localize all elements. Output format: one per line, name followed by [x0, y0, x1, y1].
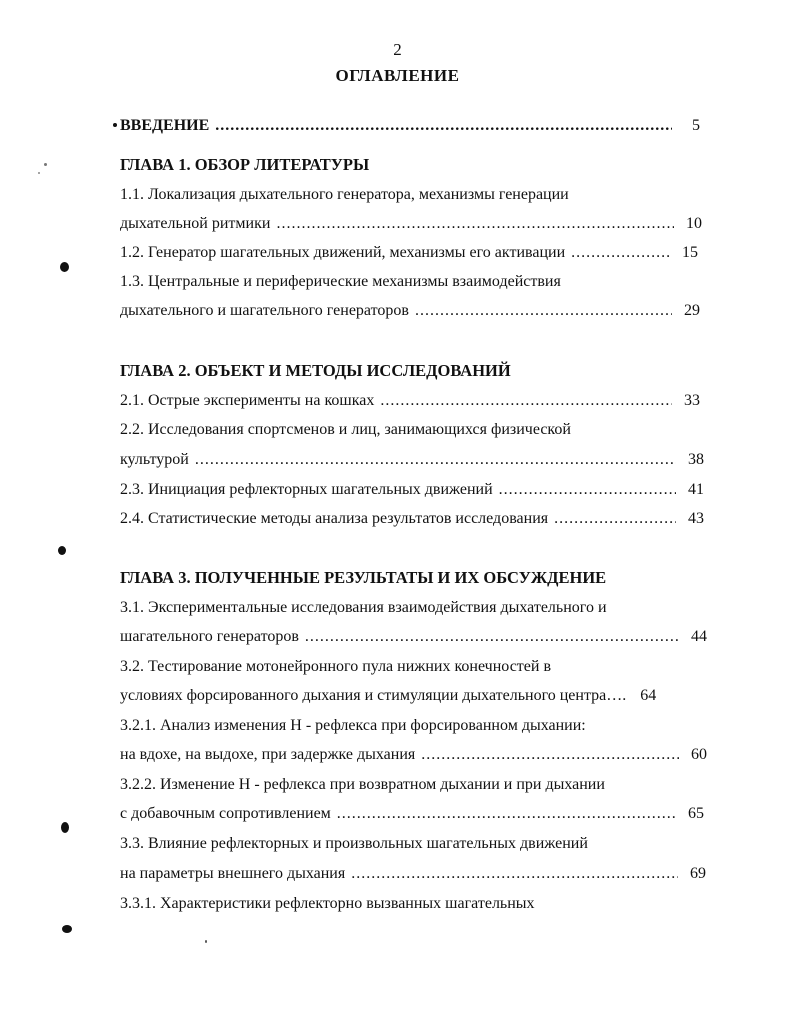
- toc-entry-text: 1.2. Генератор шагательных движений, механизмы его активации: [120, 244, 566, 261]
- scan-speck: [113, 123, 117, 127]
- dot-leader: [276, 214, 674, 234]
- toc-entry-text: ВВЕДЕНИЕ: [120, 117, 210, 134]
- toc-entry-text: с добавочным сопротивлением: [120, 805, 331, 822]
- toc-entry-text: на вдохе, на выдохе, при задержке дыхания: [120, 746, 416, 763]
- page-title: ОГЛАВЛЕНИЕ: [335, 66, 460, 85]
- toc-entry-1-2: [120, 243, 698, 263]
- toc-entry-3-2: [120, 686, 707, 706]
- toc-entry-text: 2.3. Инициация рефлекторных шагательных движений: [120, 481, 493, 498]
- dot-leader: [554, 509, 676, 529]
- scan-speck: [61, 822, 69, 833]
- toc-entry-text: 3.3.1. Характеристики рефлекторно вызванных шагательных: [120, 895, 535, 912]
- toc-entry-3-1: [120, 627, 707, 647]
- toc-entry-1-3: [120, 301, 700, 321]
- scan-speck: [205, 940, 207, 943]
- chapter-1-heading: ГЛАВА 1. ОБЗОР ЛИТЕРАТУРЫ: [120, 155, 370, 174]
- scan-speck: [44, 163, 47, 166]
- toc-page-number: 69: [690, 865, 706, 882]
- toc-entry-text: дыхательной ритмики: [120, 215, 271, 232]
- toc-page-number: 65: [688, 805, 704, 822]
- dot-leader: [351, 864, 678, 884]
- toc-entry-text: 3.2. Тестирование мотонейронного пула нижних конечностей в: [120, 658, 551, 675]
- toc-page-number: 15: [682, 244, 698, 261]
- page-number: 2: [393, 40, 402, 59]
- toc-entry-text: на параметры внешнего дыхания: [120, 865, 346, 882]
- toc-page-number: 64: [640, 687, 657, 704]
- toc-page-number: 43: [688, 510, 704, 527]
- toc-entry-2-4: [120, 509, 704, 529]
- toc-entry-2-3: [120, 480, 704, 500]
- scan-speck: [58, 546, 66, 555]
- toc-entry-text: культурой: [120, 451, 189, 468]
- toc-entry-text: 2.2. Исследования спортсменов и лиц, занимающихся физической: [120, 421, 571, 438]
- toc-entry-text: 2.1. Острые эксперименты на кошках: [120, 392, 375, 409]
- toc-entry-text: 1.1. Локализация дыхательного генератора, механизмы генерации: [120, 186, 569, 203]
- dot-leader: [499, 480, 676, 500]
- toc-page-number: 44: [691, 628, 707, 645]
- toc-entry-3-2-2: [120, 804, 704, 824]
- dot-leader: [421, 745, 679, 765]
- toc-entry-text: дыхательного и шагательного генераторов: [120, 302, 409, 319]
- toc-page-number: 5: [692, 117, 700, 134]
- toc-entry-2-1: [120, 391, 700, 411]
- toc-entry-text: 1.3. Центральные и периферические механизмы взаимодействия: [120, 273, 561, 290]
- toc-entry-text: 3.2.1. Анализ изменения Н - рефлекса при форсированном дыхании:: [120, 717, 586, 734]
- toc-page-number: 29: [684, 302, 700, 319]
- toc-page-number: 10: [686, 215, 702, 232]
- dot-leader: [380, 391, 672, 411]
- scan-speck: [38, 172, 40, 174]
- toc-entry-text: 2.4. Статистические методы анализа результатов исследования: [120, 510, 549, 527]
- dot-leader: [415, 301, 672, 321]
- toc-entry-1-1: [120, 214, 702, 234]
- dot-leader: [571, 243, 670, 263]
- toc-entry-3-2-1: [120, 745, 707, 765]
- dot-leader: [215, 116, 672, 136]
- scan-speck: [60, 262, 69, 272]
- scan-speck: [62, 925, 72, 933]
- toc-page-number: 60: [691, 746, 707, 763]
- toc-entry-3-3: [120, 864, 706, 884]
- toc-entry-intro: [120, 116, 700, 136]
- toc-entry-text: условиях форсированного дыхания и стимуляции дыхательного центра….: [120, 687, 627, 704]
- toc-page-number: 41: [688, 481, 704, 498]
- dot-leader: [337, 804, 676, 824]
- toc-page-number: 38: [688, 451, 704, 468]
- toc-entry-text: шагательного генераторов: [120, 628, 299, 645]
- toc-entry-text: 3.1. Экспериментальные исследования взаимодействия дыхательного и: [120, 599, 607, 616]
- toc-page-number: 33: [684, 392, 700, 409]
- toc-entry-2-2: [120, 450, 704, 470]
- chapter-3-heading: ГЛАВА 3. ПОЛУЧЕННЫЕ РЕЗУЛЬТАТЫ И ИХ ОБСУЖДЕНИЕ: [120, 568, 607, 587]
- dot-leader: [305, 627, 679, 647]
- toc-entry-text: 3.3. Влияние рефлекторных и произвольных шагательных движений: [120, 835, 588, 852]
- chapter-2-heading: ГЛАВА 2. ОБЪЕКТ И МЕТОДЫ ИССЛЕДОВАНИЙ: [120, 361, 511, 380]
- dot-leader: [195, 450, 676, 470]
- toc-entry-text: 3.2.2. Изменение Н - рефлекса при возвратном дыхании и при дыхании: [120, 776, 605, 793]
